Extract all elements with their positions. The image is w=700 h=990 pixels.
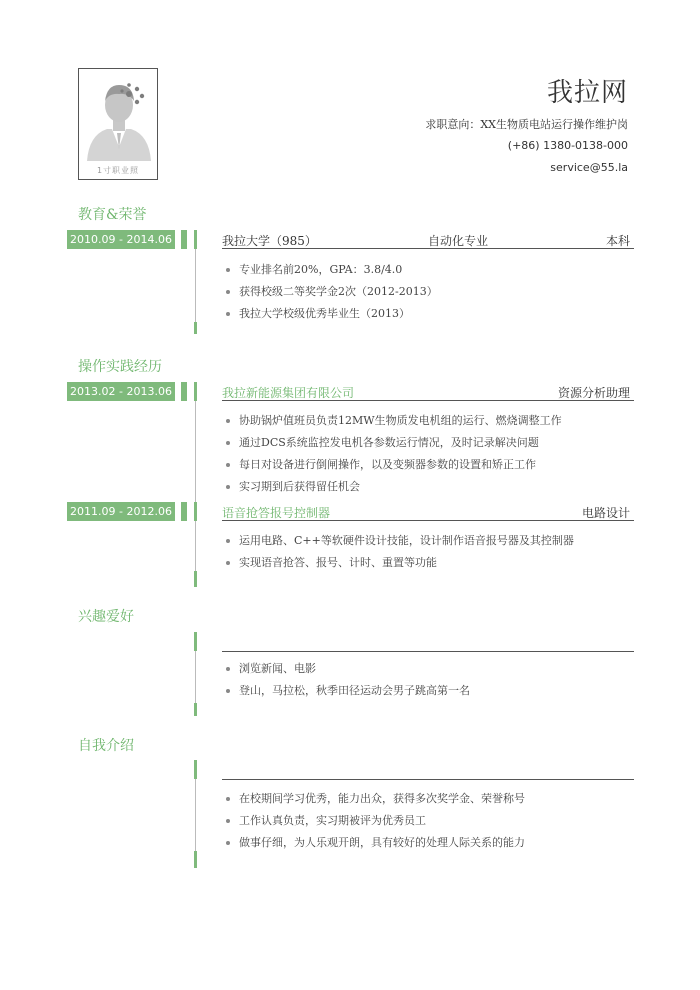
list-item: 实习期到后获得留任机会 xyxy=(224,479,562,501)
school-name: 我拉大学（985） xyxy=(222,234,317,248)
hobbies-list xyxy=(224,661,470,705)
candidate-name: 我拉网 xyxy=(546,78,628,108)
section-line xyxy=(195,401,196,502)
job-intention xyxy=(425,116,628,132)
job-intention-value: XX生物质电站运行操作维护岗 xyxy=(480,118,628,131)
list-item: 实现语音抢答、报号、计时、重置等功能 xyxy=(224,555,574,577)
list-item: 做事仔细，为人乐观开朗，具有较好的处理人际关系的能力 xyxy=(224,835,525,857)
experience-list-1 xyxy=(224,413,562,501)
section-title-about: 自我介绍 xyxy=(78,738,134,754)
email-address: service@55.la xyxy=(550,161,628,174)
section-bar xyxy=(194,851,197,868)
date-badge-education: 2010.09 - 2014.06 xyxy=(67,230,175,249)
list-item: 专业排名前20%，GPA：3.8/4.0 xyxy=(224,262,438,284)
list-item: 运用电路、C++等软硬件设计技能，设计制作语音报号器及其控制器 xyxy=(224,533,574,555)
list-item: 在校期间学习优秀，能力出众，获得多次奖学金、荣誉称号 xyxy=(224,791,525,813)
section-bar xyxy=(194,322,197,334)
list-item: 登山，马拉松，秋季田径运动会男子跳高第一名 xyxy=(224,683,470,705)
list-item: 协助锅炉值班员负责12MW生物质发电机组的运行、燃烧调整工作 xyxy=(224,413,562,435)
experience-row-1 xyxy=(222,383,634,401)
section-line xyxy=(195,249,196,322)
education-row xyxy=(222,231,634,249)
section-line xyxy=(195,779,196,851)
section-bar xyxy=(194,571,197,587)
phone-number: (+86) 1380-0138-000 xyxy=(507,139,628,152)
list-item: 通过DCS系统监控发电机各参数运行情况，及时记录解决问题 xyxy=(224,435,562,457)
job-role: 资源分析助理 xyxy=(557,386,630,400)
section-title-hobbies: 兴趣爱好 xyxy=(78,609,134,625)
section-bar xyxy=(194,703,197,716)
project-name: 语音抢答报号控制器 xyxy=(222,506,331,520)
section-bar xyxy=(194,230,197,249)
about-list xyxy=(224,791,525,857)
date-badge-experience-1: 2013.02 - 2013.06 xyxy=(67,382,175,401)
list-item: 获得校级二等奖学金2次（2012-2013） xyxy=(224,284,438,306)
section-title-education: 教育&荣誉 xyxy=(78,207,147,223)
section-line xyxy=(195,651,196,703)
experience-list-2 xyxy=(224,533,574,577)
profile-photo xyxy=(78,68,158,180)
company-name: 我拉新能源集团有限公司 xyxy=(222,386,355,400)
section-bar xyxy=(194,632,197,651)
date-badge-experience-2: 2011.09 - 2012.06 xyxy=(67,502,175,521)
list-item: 每日对设备进行倒闸操作，以及变频器参数的设置和矫正工作 xyxy=(224,457,562,479)
education-list xyxy=(224,262,438,328)
experience-row-2 xyxy=(222,503,634,521)
divider xyxy=(222,651,634,652)
section-bar xyxy=(194,502,197,521)
major-name: 自动化专业 xyxy=(428,234,489,248)
degree-name: 本科 xyxy=(605,234,630,248)
divider xyxy=(222,779,634,780)
project-role: 电路设计 xyxy=(581,506,630,520)
list-item: 浏览新闻、电影 xyxy=(224,661,470,683)
job-intention-label: 求职意向： xyxy=(425,118,481,131)
section-title-experience: 操作实践经历 xyxy=(78,359,162,375)
section-line xyxy=(195,521,196,571)
section-bar xyxy=(194,382,197,401)
list-item: 工作认真负责，实习期被评为优秀员工 xyxy=(224,813,525,835)
list-item: 我拉大学校级优秀毕业生（2013） xyxy=(224,306,438,328)
photo-caption: 1寸职业照 xyxy=(96,166,140,175)
section-bar xyxy=(194,760,197,779)
